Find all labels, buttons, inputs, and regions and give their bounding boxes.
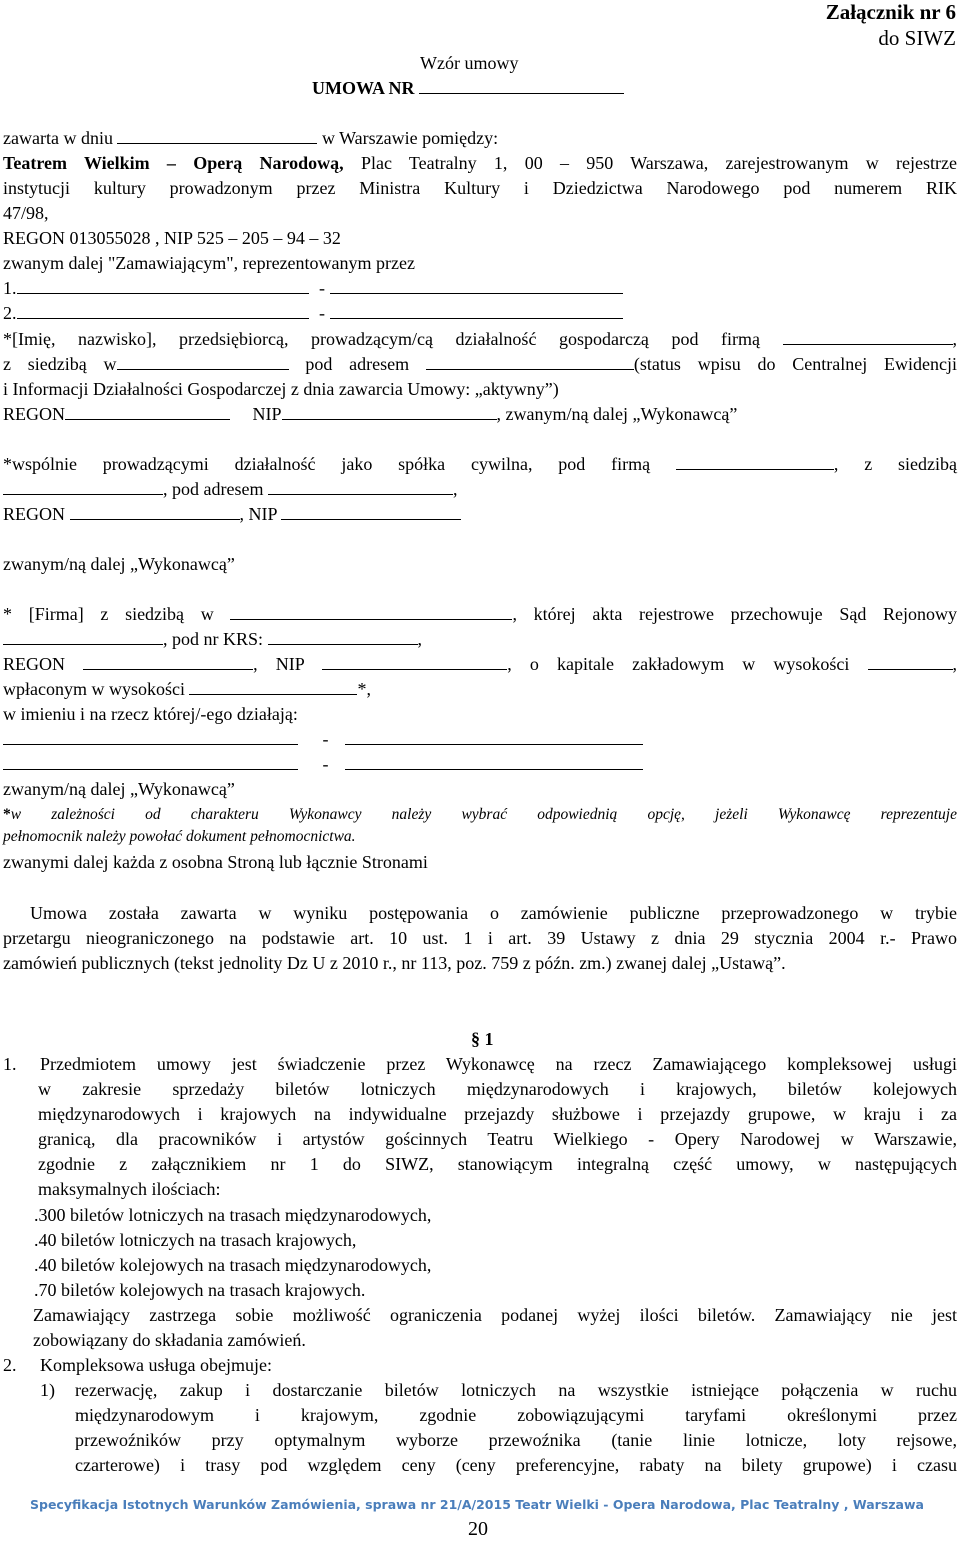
preamble-line2: przetargu nieograniczonego na podstawie art. 10 ust. 1 i art. 39 Ustawy z dnia 29 stycznia 2004 r.- Prawo: [3, 928, 957, 948]
contract-date-line: zawarta w dniu w Warszawie pomiędzy:: [3, 128, 499, 148]
regon-nip-line: REGON 013055028 , NIP 525 – 205 – 94 – 32: [3, 228, 341, 248]
parties-end: zwanymi dalej każda z osobna Stroną lub łącznie Stronami: [3, 852, 428, 872]
option2-firm-blank[interactable]: [676, 455, 834, 470]
option3-regon-blank[interactable]: [83, 655, 253, 670]
sub1-line2: międzynarodowym i krajowym, zgodnie zobowiązującymi taryfami określonymi przez: [75, 1405, 957, 1425]
option1-nip-blank[interactable]: [282, 405, 497, 420]
option3-nip-blank[interactable]: [322, 655, 507, 670]
sub1-line4: czarterowe) i trasy pod względem ceny (ceny preferencyjne, rabaty na bilety grupowe) i czasu: [75, 1455, 957, 1475]
reserve-line1: Zamawiający zastrzega sobie możliwość ograniczenia podanej wyżej ilości biletów. Zamawiający nie jest: [33, 1305, 957, 1325]
list-item: .40 biletów kolejowych na trasach międzynarodowych,: [34, 1255, 432, 1275]
p1-line3: międzynarodowych i krajowych na indywidualne przejazdy służbowe i przejazdy grupowe, w kraju i za: [38, 1104, 957, 1124]
seat-blank[interactable]: [117, 355, 289, 370]
theatre-line: Teatrem Wielkim – Operą Narodową, Plac Teatralny 1, 00 – 950 Warszawa, zarejestrowanym w rejestrze: [3, 153, 958, 173]
p1-line6: maksymalnych ilościach:: [38, 1179, 221, 1199]
note-line1: *w zależności od charakteru Wykonawcy należy wybrać odpowiednią opcję, jeżeli Wykonawcę reprezentuje: [3, 806, 957, 823]
preamble-line3: zamówień publicznych (tekst jednolity Dz U z 2010 r., nr 113, poz. 759 z późn. zm.) zwanej dalej „Ustawą”.: [3, 953, 786, 973]
registry-line: instytucji kultury prowadzonym przez Ministra Kultury i Dziedzictwa Narodowego pod numerem RIK: [3, 178, 957, 198]
capital-blank[interactable]: [868, 655, 953, 670]
rep2-role-blank[interactable]: [330, 304, 623, 319]
note-line2: pełnomocnik należy powołać dokument pełnomocnictwa.: [3, 828, 356, 845]
paid-capital-blank[interactable]: [189, 680, 357, 695]
option3-rep2: -: [3, 753, 643, 775]
footer-text: Specyfikacja Istotnych Warunków Zamówienia, sprawa nr 21/A/2015 Teatr Wielki - Opera Narodowa, Plac Teatralny , Warszawa: [30, 1497, 924, 1512]
rep1-role-blank[interactable]: [330, 279, 623, 294]
p1-line5: zgodnie z załącznikiem nr 1 do SIWZ, stanowiącym integralną część umowy, w następujących: [38, 1154, 957, 1174]
option2-seat-blank[interactable]: [3, 480, 163, 495]
section-heading: § 1: [471, 1029, 494, 1049]
p1-line2: w zakresie sprzedaży biletów lotniczych międzynarodowych i krajowych, biletów kolejowych: [38, 1079, 957, 1099]
option2-regon-blank[interactable]: [70, 505, 240, 520]
date-blank[interactable]: [117, 129, 317, 144]
rik-line: 47/98,: [3, 203, 49, 223]
option3-rep1-name[interactable]: [3, 730, 298, 745]
option3-line4: wpłaconym w wysokości *,: [3, 679, 371, 699]
attachment-label: Załącznik nr 6: [825, 0, 956, 24]
krs-blank[interactable]: [268, 630, 418, 645]
item-number-2: 2.: [3, 1355, 17, 1375]
item-number-1: 1.: [3, 1054, 17, 1074]
p1-line1: Przedmiotem umowy jest świadczenie przez Wykonawcę na rzecz Zamawiającego kompleksowej usługi: [40, 1054, 957, 1074]
p2-line: Kompleksowa usługa obejmuje:: [40, 1355, 272, 1375]
option3-rep1-role[interactable]: [345, 730, 643, 745]
represented-line: zwanym dalej "Zamawiającym", reprezentowanym przez: [3, 253, 415, 273]
sub1-line3: przewoźników przy optymalnym wyborze przewoźnika (tanie linie lotnicze, loty rejsowe,: [75, 1430, 957, 1450]
option3-line1: * [Firma] z siedzibą w , której akta rejestrowe przechowuje Sąd Rejonowy: [3, 604, 958, 624]
option2-line1: *wspólnie prowadzącymi działalność jako spółka cywilna, pod firmą , z siedzibą: [3, 454, 958, 474]
reserve-line2: zobowiązany do składania zamówień.: [33, 1330, 306, 1350]
option2-line4: zwanym/ną dalej „Wykonawcą”: [3, 554, 235, 574]
option3-rep2-role[interactable]: [345, 755, 643, 770]
option2-line2: , pod adresem ,: [3, 478, 457, 500]
option1-line2: z siedzibą w pod adresem (status wpisu do Centralnej Ewidencji: [3, 354, 958, 374]
representative-1: 1. -: [3, 277, 623, 299]
page-number: 20: [468, 1518, 488, 1540]
address-blank[interactable]: [426, 355, 634, 370]
sub1-line1: rezerwację, zakup i dostarczanie biletów lotniczych na wszystkie istniejące połączenia w ruchu: [75, 1380, 957, 1400]
rep1-name-blank[interactable]: [17, 279, 309, 294]
template-label: Wzór umowy: [420, 53, 519, 73]
firm-blank[interactable]: [783, 330, 953, 345]
p1-line4: granicą, dla pracowników i artystów gościnnych Teatru Wielkiego - Opery Narodowej w Warszawie,: [38, 1129, 957, 1149]
option3-line2: , pod nr KRS: ,: [3, 628, 422, 650]
list-item: .70 biletów kolejowych na trasach krajowych.: [34, 1280, 366, 1300]
list-item: .40 biletów lotniczych na trasach krajowych,: [34, 1230, 357, 1250]
option3-seat-blank[interactable]: [230, 605, 512, 620]
option3-line3: REGON , NIP , o kapitale zakładowym w wysokości ,: [3, 654, 958, 674]
representative-2: 2. -: [3, 302, 623, 324]
option2-line3: REGON , NIP: [3, 503, 461, 525]
option1-line3: i Informacji Działalności Gospodarczej z dnia zawarcia Umowy: „aktywny”): [3, 379, 559, 399]
siwz-label: do SIWZ: [878, 26, 956, 50]
option3-rep1: -: [3, 728, 643, 750]
option3-line5: w imieniu i na rzecz której/-ego działają:: [3, 704, 298, 724]
contract-title: UMOWA NR: [312, 77, 624, 99]
list-item: .300 biletów lotniczych na trasach międzynarodowych,: [34, 1205, 432, 1225]
court-blank[interactable]: [3, 630, 163, 645]
option1-line1: *[Imię, nazwisko], przedsiębiorcą, prowadzącym/cą działalność gospodarczą pod firmą ,: [3, 329, 958, 349]
preamble-line1: Umowa została zawarta w wyniku postępowania o zamówienie publiczne przeprowadzonego w trybie: [30, 903, 957, 923]
rep2-name-blank[interactable]: [17, 304, 309, 319]
option3-line8: zwanym/ną dalej „Wykonawcą”: [3, 779, 235, 799]
option1-line4: REGON NIP , zwanym/ną dalej „Wykonawcą”: [3, 404, 738, 424]
option2-address-blank[interactable]: [268, 480, 453, 495]
option2-nip-blank[interactable]: [281, 505, 461, 520]
sub1-number: 1): [40, 1380, 55, 1400]
option3-rep2-name[interactable]: [3, 755, 298, 770]
option1-regon-blank[interactable]: [65, 405, 230, 420]
contract-number-blank[interactable]: [419, 79, 624, 94]
